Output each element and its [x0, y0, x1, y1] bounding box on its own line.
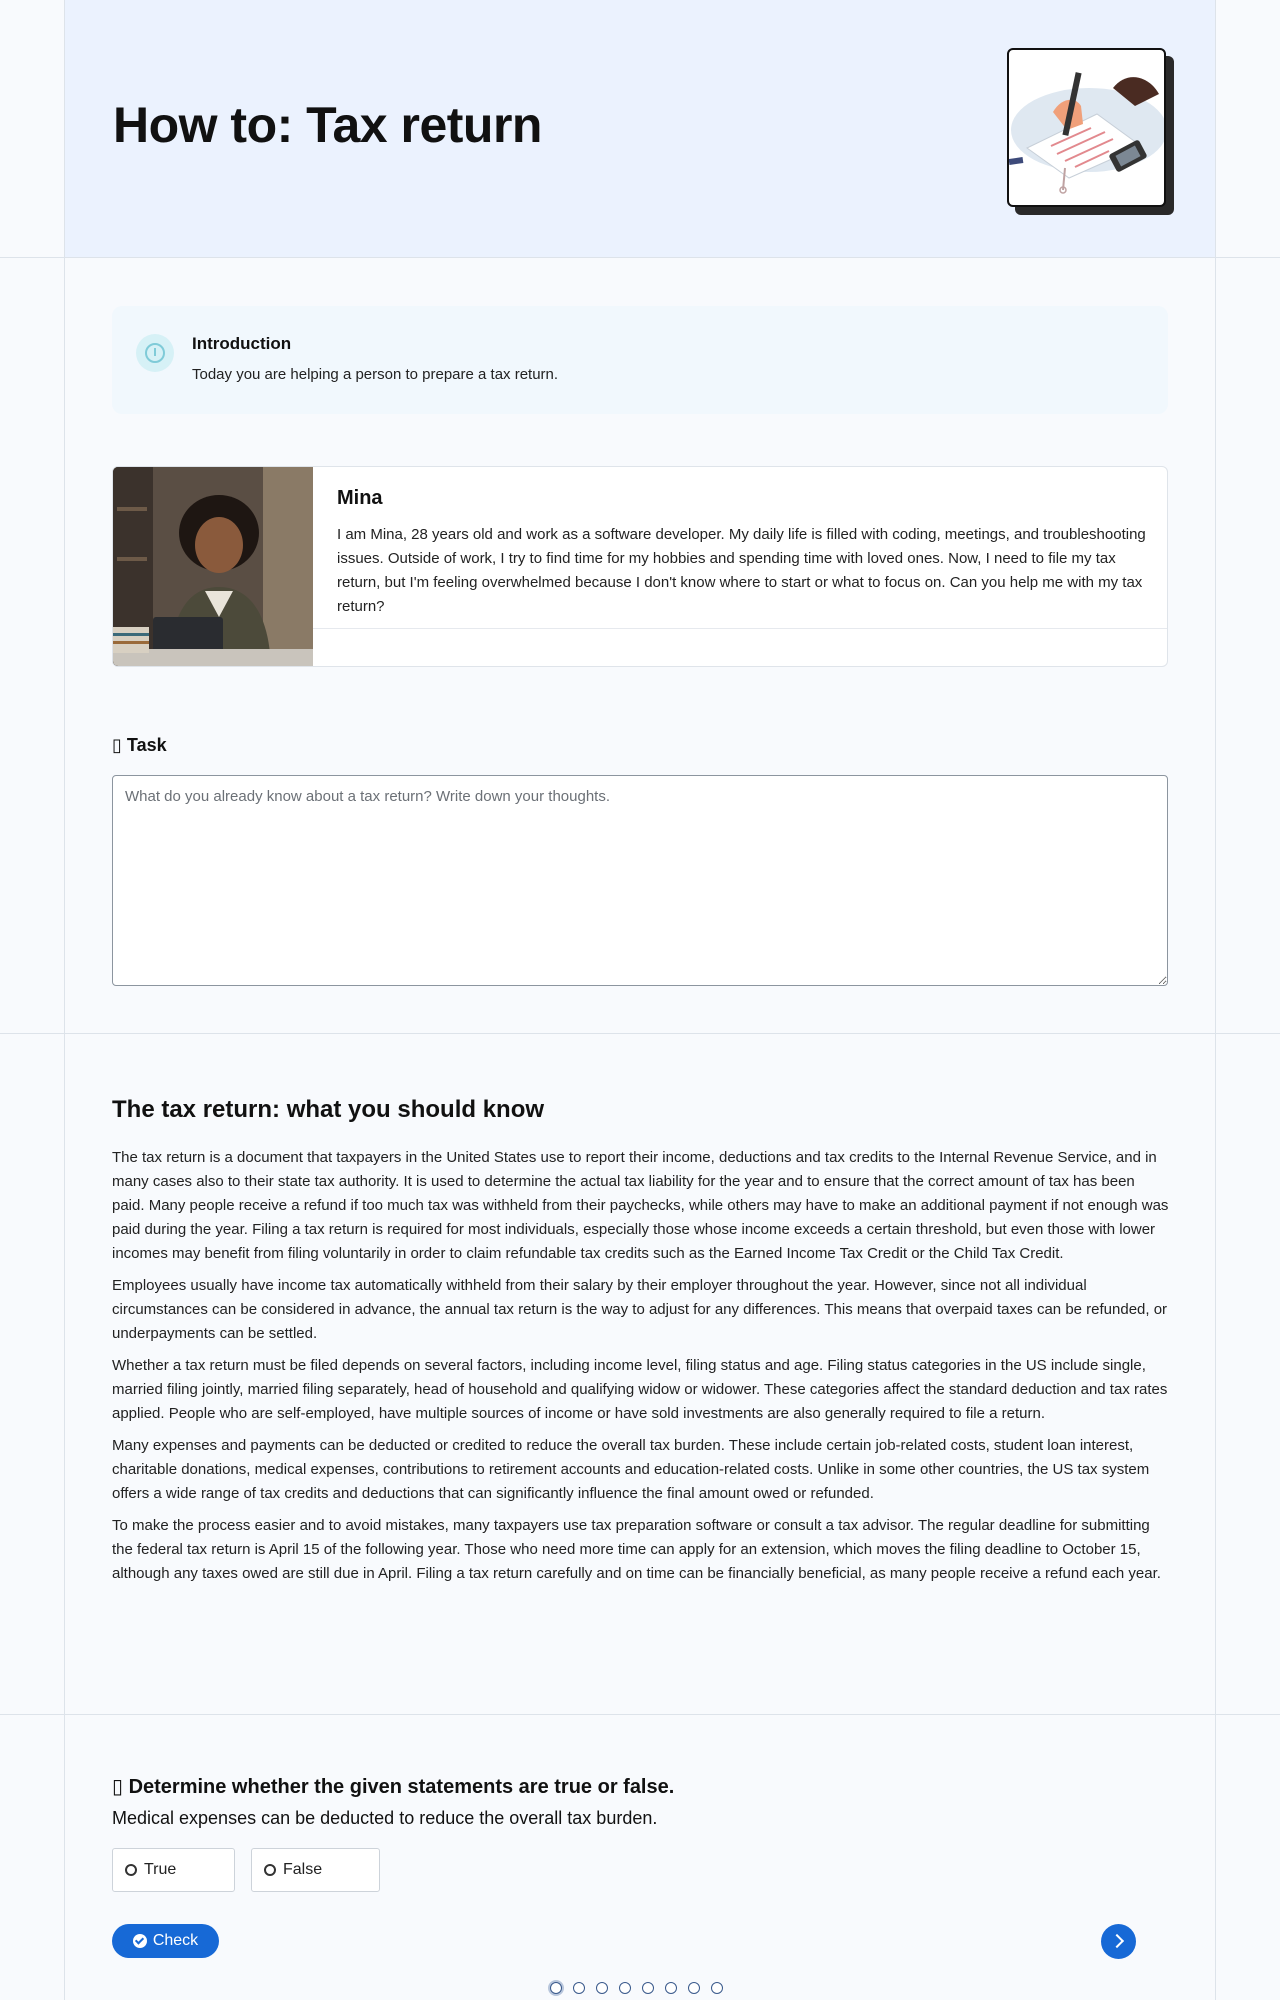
introduction-text: Today you are helping a person to prepare a tax return. [192, 366, 559, 383]
frame-left-border [64, 0, 65, 2000]
check-button-label: Check [152, 1932, 199, 1949]
introduction-box [112, 306, 1168, 414]
radio-icon[interactable] [264, 1864, 276, 1876]
pagination-dot[interactable] [665, 1982, 677, 1994]
document-signing-illustration [1007, 48, 1168, 209]
article-paragraph: Many expenses and payments can be deducted or credited to reduce the overall tax burden. These include certain job-related costs, student loan interest, charitable donations, medical expenses, contributions to retirement accounts and education-related costs. Unlike in some other countries, the US tax system offers a wide range of tax credits and deductions that can significantly influence the final amount owed or refunded. [112, 1437, 1150, 1502]
article-paragraph: To make the process easier and to avoid mistakes, many taxpayers use tax preparation software or consult a tax advisor. The regular deadline for submitting the federal tax return is April 15 of the following year. Those who need more time can apply for an extension, which moves the filing deadline to October 15, although any taxes owed are still due in April. Filing a tax return carefully and on time can be financially beneficial, as many people receive a refund each year. [112, 1517, 1161, 1582]
option-true[interactable] [112, 1848, 235, 1892]
section-divider [0, 257, 1280, 258]
article-body [112, 1146, 1170, 1594]
section-divider [0, 1033, 1280, 1034]
introduction-title: Introduction [192, 334, 292, 353]
task-label: ▯ Task [112, 735, 167, 755]
quiz-statement: Medical expenses can be deducted to reduce the overall tax burden. [112, 1808, 658, 1828]
persona-name: Mina [337, 487, 383, 509]
article-paragraph: The tax return is a document that taxpayers in the United States use to report their income, deductions and tax credits to the Internal Revenue Service, and in many cases also to their state tax authority. It is used to determine the actual tax liability for the year and to ensure that the correct amount of tax has been paid. Many people receive a refund if too much tax was withheld from their paychecks, while others may have to make an additional payment if not enough was paid during the year. Filing a tax return is required for most individuals, especially those whose income exceeds a certain threshold, but even those with lower incomes may benefit from filing voluntarily in order to claim refundable tax credits such as the Earned Income Tax Credit or the Child Tax Credit. [112, 1149, 1169, 1262]
radio-icon[interactable] [125, 1864, 137, 1876]
article-title: The tax return: what you should know [112, 1096, 545, 1123]
pagination-dots [550, 1982, 723, 1994]
pagination-dot[interactable] [711, 1982, 723, 1994]
pagination-dot[interactable] [550, 1982, 562, 1994]
quiz-title: ▯ Determine whether the given statements are true or false. [112, 1776, 675, 1798]
section-divider [0, 1714, 1280, 1715]
article-paragraph: Whether a tax return must be filed depends on several factors, including income level, filing status and age. Filing status categories in the US include single, married filing jointly, married filing separately, head of household and qualifying widow or widower. These categories affect the standard deduction and tax rates applied. People who are self-employed, have multiple sources of income or have sold investments are also generally required to file a return. [112, 1357, 1168, 1422]
info-icon [136, 334, 174, 372]
option-false[interactable] [251, 1848, 380, 1892]
option-label: False [283, 1861, 323, 1878]
page-header [65, 0, 1215, 257]
page-title: How to: Tax return [113, 97, 542, 153]
check-button[interactable] [112, 1924, 219, 1958]
pagination-dot[interactable] [573, 1982, 585, 1994]
frame-right-border [1215, 0, 1216, 2000]
article-paragraph: Employees usually have income tax automatically withheld from their salary by their employer throughout the year. However, since not all individual circumstances can be considered in advance, the annual tax return is the way to adjust for any differences. This means that overpaid taxes can be refunded, or underpayments can be settled. [112, 1277, 1168, 1342]
next-button[interactable] [1101, 1924, 1136, 1959]
persona-card [112, 466, 1168, 667]
pagination-dot[interactable] [688, 1982, 700, 1994]
persona-divider [313, 628, 1167, 629]
document-signing-icon [1009, 50, 1166, 207]
persona-photo [113, 467, 313, 667]
pagination-dot[interactable] [642, 1982, 654, 1994]
check-circle-icon [133, 1934, 147, 1948]
persona-description: I am Mina, 28 years old and work as a software developer. My daily life is filled with coding, meetings, and troubleshooting issues. Outside of work, I try to find time for my hobbies and spending time with loved ones. Now, I need to file my tax return, but I'm feeling overwhelmed because I don't know where to start or what to focus on. Can you help me with my tax return? [337, 526, 1146, 615]
option-label: True [144, 1861, 177, 1878]
pagination-dot[interactable] [596, 1982, 608, 1994]
task-answer-input[interactable] [112, 775, 1168, 986]
pagination-dot[interactable] [619, 1982, 631, 1994]
